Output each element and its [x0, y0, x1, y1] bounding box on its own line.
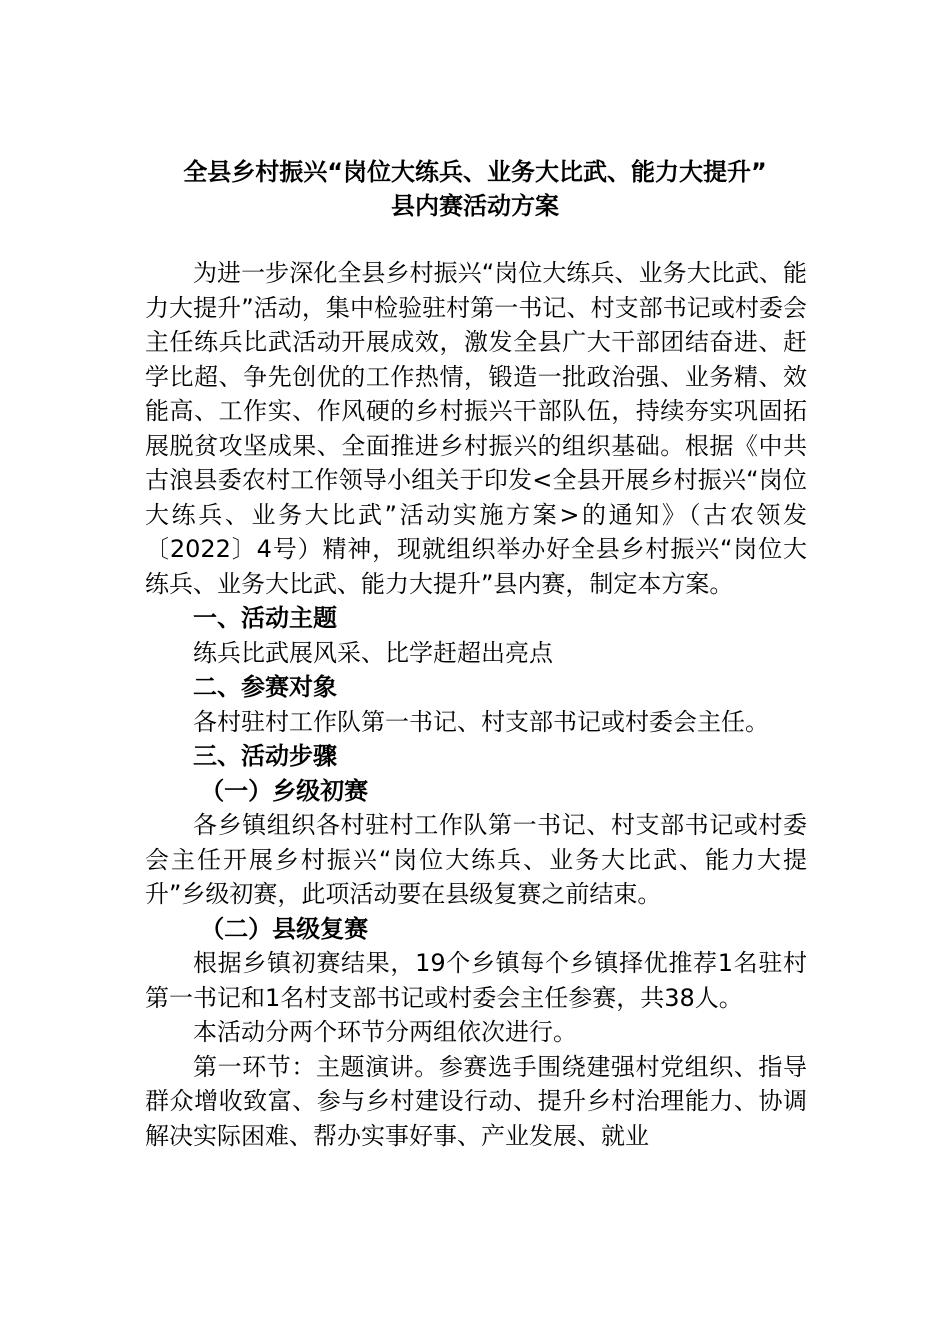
document-title-line-2: 县内赛活动方案: [391, 192, 559, 220]
intro-paragraph: 为进一步深化全县乡村振兴“岗位大练兵、业务大比武、能力大提升”活动，集中检验驻村第一书记、村支部书记或村委会主任练兵比武活动开展成效，激发全县广大干部团结奋进、赶学比超、争先创优的工作热情，锻造一批政治强、业务精、效能高、工作实、作风硬的乡村振兴干部队伍，持续夯实巩固拓展脱贫攻坚成果、全面推进乡村振兴的组织基础。根据《中共古浪县委农村工作领导小组关于印发<全县开展乡村振兴“岗位大练兵、业务大比武”活动实施方案>的通知》（古农领发〔2022〕4号）精神，现就组织举办好全县乡村振兴“岗位大练兵、业务大比武、能力大提升”县内赛，制定本方案。: [145, 259, 807, 598]
paragraph-format: 本活动分两个环节分两组依次进行。: [193, 1018, 577, 1046]
paragraph-stage-one: 第一环节：主题演讲。参赛选手围绕建强村党组织、指导群众增收致富、参与乡村建设行动、提升乡村治理能力、协调解决实际困难、帮办实事好事、产业发展、就业: [145, 1052, 807, 1150]
section-text-theme: 练兵比武展风采、比学赶超出亮点: [193, 638, 553, 667]
document-body: [145, 256, 807, 1153]
subsection-heading-township: （一）乡级初赛: [200, 776, 369, 805]
subsection-text-county: 根据乡镇初赛结果，19个乡镇每个乡镇择优推荐1名驻村第一书记和1名村支部书记或村委会主任参赛，共38人。: [145, 949, 807, 1012]
section-heading-theme: 一、活动主题: [193, 604, 337, 632]
section-heading-steps: 三、活动步骤: [193, 742, 337, 770]
section-heading-participants: 二、参赛对象: [193, 673, 337, 701]
document-title-line-1: 全县乡村振兴“岗位大练兵、业务大比武、能力大提升”: [183, 158, 767, 186]
section-text-participants: 各村驻村工作队第一书记、村支部书记或村委会主任。: [193, 707, 769, 736]
subsection-text-township: 各乡镇组织各村驻村工作队第一书记、村支部书记或村委会主任开展乡村振兴“岗位大练兵、业务大比武、能力大提升”乡级初赛，此项活动要在县级复赛之前结束。: [145, 811, 807, 908]
subsection-heading-county: （二）县级复赛: [200, 914, 369, 943]
